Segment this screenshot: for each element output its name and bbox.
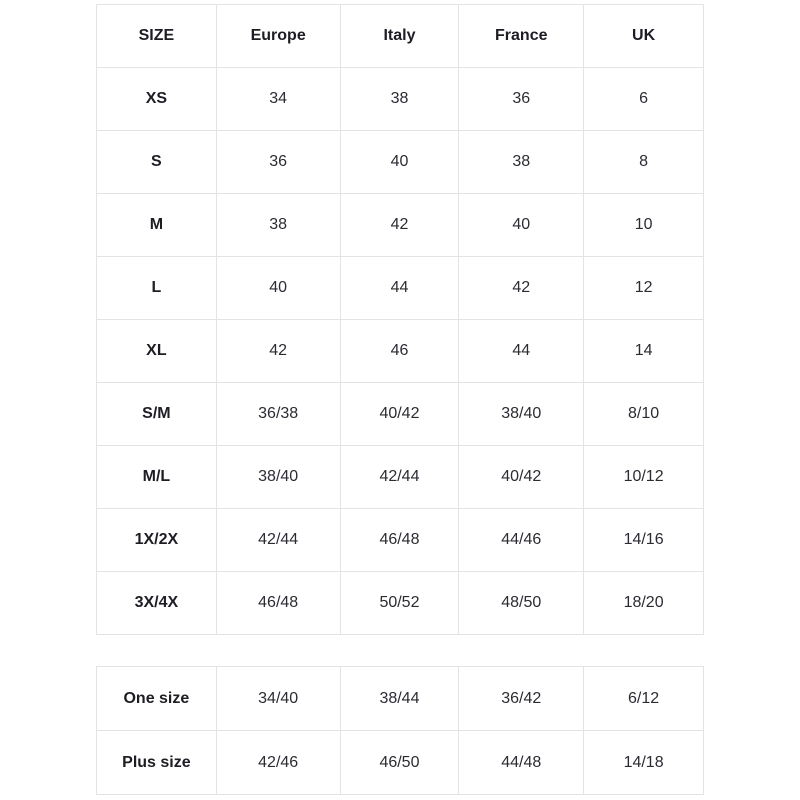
table-header-row xyxy=(97,5,704,68)
row-label: Plus size xyxy=(97,731,217,795)
cell-europe: 46/48 xyxy=(216,572,340,635)
row-label: One size xyxy=(97,667,217,731)
column-header-uk: UK xyxy=(584,5,704,68)
table-row xyxy=(97,68,704,131)
cell-uk: 14/18 xyxy=(584,731,704,795)
table-row xyxy=(97,509,704,572)
cell-italy: 38 xyxy=(340,68,459,131)
table-body xyxy=(97,68,704,635)
table-row xyxy=(97,383,704,446)
row-label: S xyxy=(97,131,217,194)
cell-europe: 42/44 xyxy=(216,509,340,572)
row-label: 1X/2X xyxy=(97,509,217,572)
cell-europe: 42 xyxy=(216,320,340,383)
row-label: M/L xyxy=(97,446,217,509)
cell-italy: 38/44 xyxy=(340,667,459,731)
cell-italy: 46 xyxy=(340,320,459,383)
cell-france: 42 xyxy=(459,257,584,320)
row-label: XL xyxy=(97,320,217,383)
row-label: 3X/4X xyxy=(97,572,217,635)
column-header-europe: Europe xyxy=(216,5,340,68)
table-header xyxy=(97,5,704,68)
cell-italy: 46/50 xyxy=(340,731,459,795)
row-label: L xyxy=(97,257,217,320)
cell-europe: 34 xyxy=(216,68,340,131)
table-row xyxy=(97,194,704,257)
cell-uk: 10/12 xyxy=(584,446,704,509)
column-header-france: France xyxy=(459,5,584,68)
row-label: M xyxy=(97,194,217,257)
cell-france: 48/50 xyxy=(459,572,584,635)
row-label: XS xyxy=(97,68,217,131)
cell-france: 36/42 xyxy=(459,667,584,731)
cell-uk: 14 xyxy=(584,320,704,383)
cell-europe: 34/40 xyxy=(216,667,340,731)
cell-uk: 8 xyxy=(584,131,704,194)
cell-france: 38/40 xyxy=(459,383,584,446)
size-conversion-table-container xyxy=(96,4,704,635)
cell-italy: 50/52 xyxy=(340,572,459,635)
cell-uk: 10 xyxy=(584,194,704,257)
cell-uk: 6 xyxy=(584,68,704,131)
cell-france: 36 xyxy=(459,68,584,131)
cell-europe: 36 xyxy=(216,131,340,194)
column-header-italy: Italy xyxy=(340,5,459,68)
table-row xyxy=(97,257,704,320)
cell-uk: 12 xyxy=(584,257,704,320)
cell-italy: 40 xyxy=(340,131,459,194)
cell-france: 40 xyxy=(459,194,584,257)
cell-italy: 42/44 xyxy=(340,446,459,509)
cell-france: 44/48 xyxy=(459,731,584,795)
column-header-size: SIZE xyxy=(97,5,217,68)
cell-france: 44/46 xyxy=(459,509,584,572)
cell-europe: 38/40 xyxy=(216,446,340,509)
cell-uk: 18/20 xyxy=(584,572,704,635)
one-size-table-container xyxy=(96,666,704,795)
table-row xyxy=(97,320,704,383)
table-row xyxy=(97,667,704,731)
cell-uk: 14/16 xyxy=(584,509,704,572)
cell-france: 40/42 xyxy=(459,446,584,509)
table-body xyxy=(97,667,704,795)
size-conversion-table xyxy=(96,4,704,635)
cell-europe: 40 xyxy=(216,257,340,320)
cell-italy: 42 xyxy=(340,194,459,257)
cell-italy: 46/48 xyxy=(340,509,459,572)
cell-italy: 40/42 xyxy=(340,383,459,446)
table-row xyxy=(97,731,704,795)
cell-france: 38 xyxy=(459,131,584,194)
table-row xyxy=(97,572,704,635)
cell-france: 44 xyxy=(459,320,584,383)
cell-europe: 36/38 xyxy=(216,383,340,446)
table-row xyxy=(97,131,704,194)
table-row xyxy=(97,446,704,509)
cell-europe: 38 xyxy=(216,194,340,257)
one-size-table xyxy=(96,666,704,795)
row-label: S/M xyxy=(97,383,217,446)
cell-uk: 8/10 xyxy=(584,383,704,446)
cell-italy: 44 xyxy=(340,257,459,320)
cell-europe: 42/46 xyxy=(216,731,340,795)
cell-uk: 6/12 xyxy=(584,667,704,731)
